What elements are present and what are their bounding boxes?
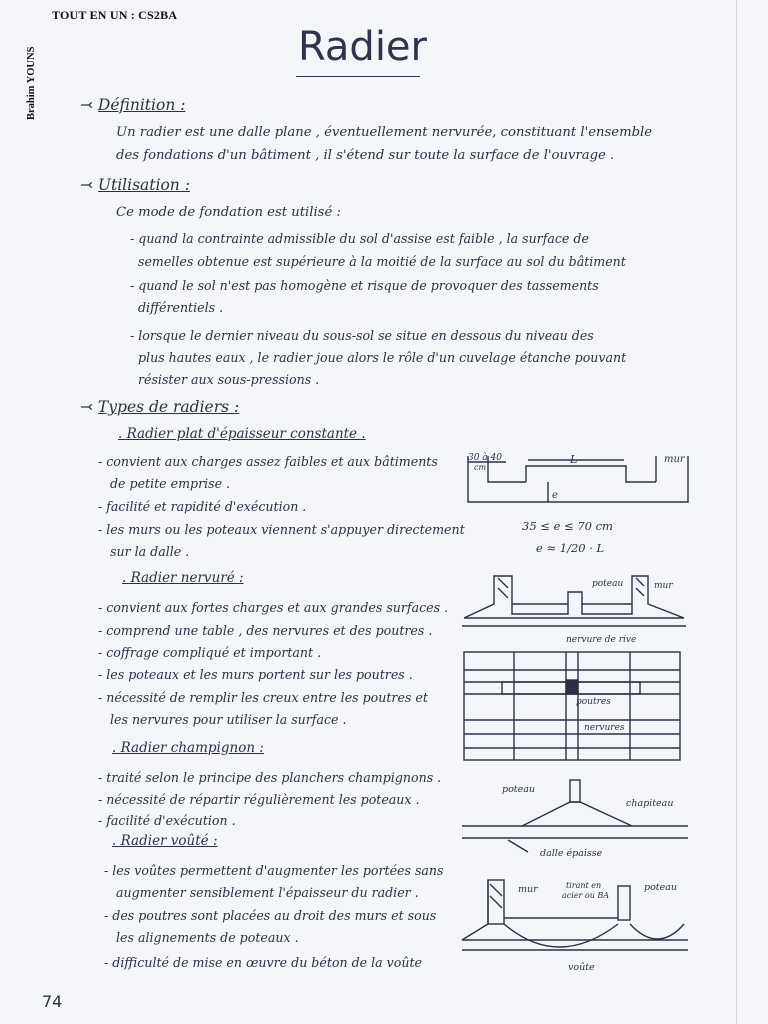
radier-nervure-line: - coffrage compliqué et important . bbox=[98, 645, 322, 660]
radier-voute-line: augmenter sensiblement l'épaisseur du radier . bbox=[116, 885, 419, 900]
author-name: Brahim YOUNS bbox=[26, 46, 37, 120]
span-label: L bbox=[570, 453, 578, 466]
voute-label: voûte bbox=[568, 962, 595, 973]
chapiteau-outline bbox=[522, 802, 632, 826]
radier-champignon-line: - nécessité de répartir régulièrement les poteaux . bbox=[98, 792, 420, 807]
bullet-arrow-icon: ⤙ bbox=[80, 176, 98, 194]
utilisation-line: semelles obtenue est supérieure à la moitié de la surface au sol du bâtiment bbox=[138, 254, 626, 269]
title-underline bbox=[296, 76, 420, 77]
radier-nervure-line: - les poteaux et les murs portent sur les poutres . bbox=[98, 667, 413, 682]
radier-nervure-title: . Radier nervuré : bbox=[122, 570, 244, 586]
definition-line: des fondations d'un bâtiment , il s'étend sur toute la surface de l'ouvrage . bbox=[116, 148, 615, 163]
types-heading: ⤙ Types de radiers : bbox=[80, 398, 240, 416]
dalle-label: dalle épaisse bbox=[540, 848, 603, 859]
column-block bbox=[566, 680, 578, 694]
radier-nervure-line: - comprend une table , des nervures et des poutres . bbox=[98, 623, 433, 638]
utilisation-line: résister aux sous-pressions . bbox=[138, 372, 320, 387]
mur-label: mur bbox=[518, 884, 538, 895]
radier-plat-line: - convient aux charges assez faibles et aux bâtiments bbox=[98, 454, 438, 469]
utilisation-line: - quand la contrainte admissible du sol d'assise est faible , la surface de bbox=[130, 231, 589, 246]
wall-hatch bbox=[490, 884, 502, 908]
book-header: TOUT EN UN : CS2BA bbox=[52, 8, 178, 22]
formula-1: 35 ≤ e ≤ 70 cm bbox=[522, 519, 613, 533]
radier-plat-line: - facilité et rapidité d'exécution . bbox=[98, 499, 307, 514]
page-edge-line bbox=[736, 0, 737, 1024]
radier-voute-title: . Radier voûté : bbox=[112, 833, 218, 849]
radier-voute-line: - difficulté de mise en œuvre du béton de la voûte bbox=[104, 955, 422, 970]
poutres-label: poutres bbox=[576, 697, 611, 707]
definition-line: Un radier est une dalle plane , éventuellement nervurée, constituant l'ensemble bbox=[116, 125, 653, 140]
nervure-profile bbox=[512, 604, 632, 614]
tirant-label: tirant en bbox=[566, 881, 602, 890]
edge-outline bbox=[462, 880, 488, 940]
radier-champignon-line: - traité selon le principe des planchers champignons . bbox=[98, 770, 442, 785]
utilisation-line: différentiels . bbox=[138, 300, 224, 315]
radier-champignon-line: - facilité d'exécution . bbox=[98, 813, 236, 828]
radier-nervure-line: - convient aux fortes charges et aux grandes surfaces . bbox=[98, 600, 449, 615]
poteau-label: poteau bbox=[644, 882, 678, 893]
utilisation-line: plus hautes eaux , le radier joue alors le rôle d'un cuvelage étanche pouvant bbox=[138, 350, 627, 365]
utilisation-line: - quand le sol n'est pas homogène et risque de provoquer des tassements bbox=[130, 278, 599, 293]
column bbox=[570, 780, 580, 802]
radier-nervure-diagram bbox=[458, 570, 692, 770]
definition-heading: ⤙ Définition : bbox=[80, 96, 186, 114]
utilisation-heading: ⤙ Utilisation : bbox=[80, 176, 190, 194]
plan-outline bbox=[464, 652, 680, 760]
tirant-label: acier ou BA bbox=[562, 891, 610, 900]
radier-nervure-line: - nécessité de remplir les creux entre les poutres et bbox=[98, 690, 428, 705]
mur-label: mur bbox=[664, 454, 685, 465]
diagram-dim-label: 30 à 40 bbox=[468, 453, 502, 463]
radier-plat-line: de petite emprise . bbox=[110, 476, 231, 491]
chapiteau-label: chapiteau bbox=[626, 798, 674, 809]
nervures-label: nervures bbox=[584, 723, 625, 733]
e-label: e bbox=[552, 490, 558, 501]
poteau-label: poteau bbox=[502, 784, 536, 795]
slab-top bbox=[526, 466, 656, 482]
utilisation-line: - lorsque le dernier niveau du sous-sol se situe en dessous du niveau des bbox=[130, 328, 594, 343]
mur-label: mur bbox=[654, 581, 673, 591]
poteau-block bbox=[618, 886, 630, 920]
formula-2: e ≈ 1/20 · L bbox=[536, 541, 605, 555]
section-outline bbox=[464, 576, 684, 618]
radier-plat-title: . Radier plat d'épaisseur constante . bbox=[118, 426, 366, 442]
radier-voute-line: les alignements de poteaux . bbox=[116, 930, 299, 945]
radier-champignon-diagram bbox=[458, 774, 692, 864]
bullet-arrow-icon: ⤙ bbox=[80, 398, 98, 416]
vault-curve bbox=[504, 924, 618, 947]
radier-voute-line: - les voûtes permettent d'augmenter les portées sans bbox=[104, 863, 444, 878]
poteau-label: poteau bbox=[592, 579, 624, 589]
radier-champignon-title: . Radier champignon : bbox=[112, 740, 264, 756]
page-number: 74 bbox=[42, 992, 63, 1011]
diagram-unit-label: cm bbox=[474, 463, 487, 472]
vault-curve bbox=[630, 924, 684, 939]
leader-line bbox=[508, 840, 528, 852]
radier-plat-line: sur la dalle . bbox=[110, 544, 190, 559]
utilisation-intro: Ce mode de fondation est utilisé : bbox=[116, 205, 341, 220]
radier-plat-diagram bbox=[460, 446, 700, 560]
nervure-rive-label: nervure de rive bbox=[566, 635, 637, 645]
page-title: Radier bbox=[298, 24, 427, 70]
radier-plat-line: - les murs ou les poteaux viennent s'appuyer directement bbox=[98, 522, 465, 537]
bullet-arrow-icon: ⤙ bbox=[80, 96, 98, 114]
radier-nervure-line: les nervures pour utiliser la surface . bbox=[110, 712, 347, 727]
radier-voute-diagram bbox=[458, 874, 692, 974]
radier-voute-line: - des poutres sont placées au droit des murs et sous bbox=[104, 908, 437, 923]
